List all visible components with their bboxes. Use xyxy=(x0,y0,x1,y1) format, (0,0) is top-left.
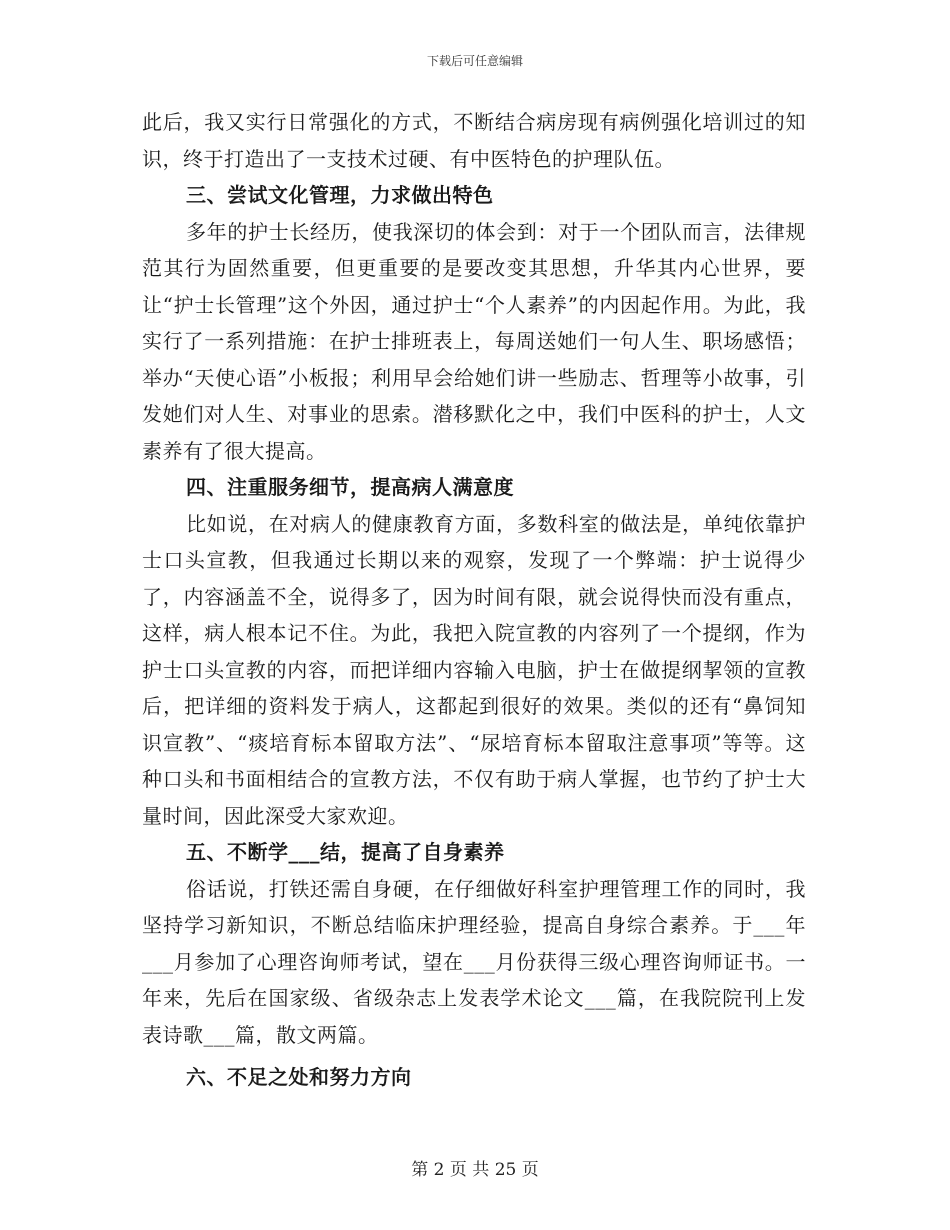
paragraph-service-details: 比如说，在对病人的健康教育方面，多数科室的做法是，单纯依靠护士口头宣教，但我通过长期以来的观察，发现了一个弊端：护士说得少了，内容涵盖不全，说得多了，因为时间有限，就会说得快而没有重点，这样，病人根本记不住。为此，我把入院宣教的内容列了一个提纲，作为护士口头宣教的内容，而把详细内容输入电脑，护士在做提纲挈领的宣教后，把详细的资料发于病人，这都起到很好的效果。类似的还有“鼻饲知识宣教”、“痰培育标本留取方法”、“尿培育标本留取注意事项”等等。这种口头和书面相结合的宣教方法，不仅有助于病人掌握，也节约了护士大量时间，因此深受大家欢迎。 xyxy=(142,511,806,828)
page-header: 下载后可任意编辑 xyxy=(426,54,523,68)
section-heading-4: 四、注重服务细节，提高病人满意度 xyxy=(186,475,514,499)
section-heading-6: 六、不足之处和努力方向 xyxy=(186,1065,412,1089)
document-body xyxy=(142,104,806,1096)
section-heading-3: 三、尝试文化管理，力求做出特色 xyxy=(186,183,494,207)
paragraph-continuation: 此后，我又实行日常强化的方式，不断结合病房现有病例强化培训过的知识，终于打造出了一支技术过硬、有中医特色的护理队伍。 xyxy=(142,110,806,171)
page-number: 第 2 页 共 25 页 xyxy=(411,1160,539,1180)
paragraph-culture-management: 多年的护士长经历，使我深切的体会到：对于一个团队而言，法律规范其行为固然重要，但更重要的是要改变其思想，升华其内心世界，要让“护士长管理”这个外因，通过护士“个人素养”的内因起作用。为此，我实行了一系列措施：在护士排班表上，每周送她们一句人生、职场感悟；举办“天使心语”小板报；利用早会给她们讲一些励志、哲理等小故事，引发她们对人生、对事业的思索。潜移默化之中，我们中医科的护士，人文素养有了很大提高。 xyxy=(142,219,806,463)
paragraph-self-improvement: 俗话说，打铁还需自身硬，在仔细做好科室护理管理工作的同时，我坚持学习新知识，不断总结临床护理经验，提高自身综合素养。于___年___月参加了心理咨询师考试，望在___月份获得三级心理咨询师证书。一年来，先后在国家级、省级杂志上发表学术论文___篇，在我院院刊上发表诗歌___篇，散文两篇。 xyxy=(142,876,806,1047)
section-heading-5: 五、不断学___结，提高了自身素养 xyxy=(186,840,505,864)
